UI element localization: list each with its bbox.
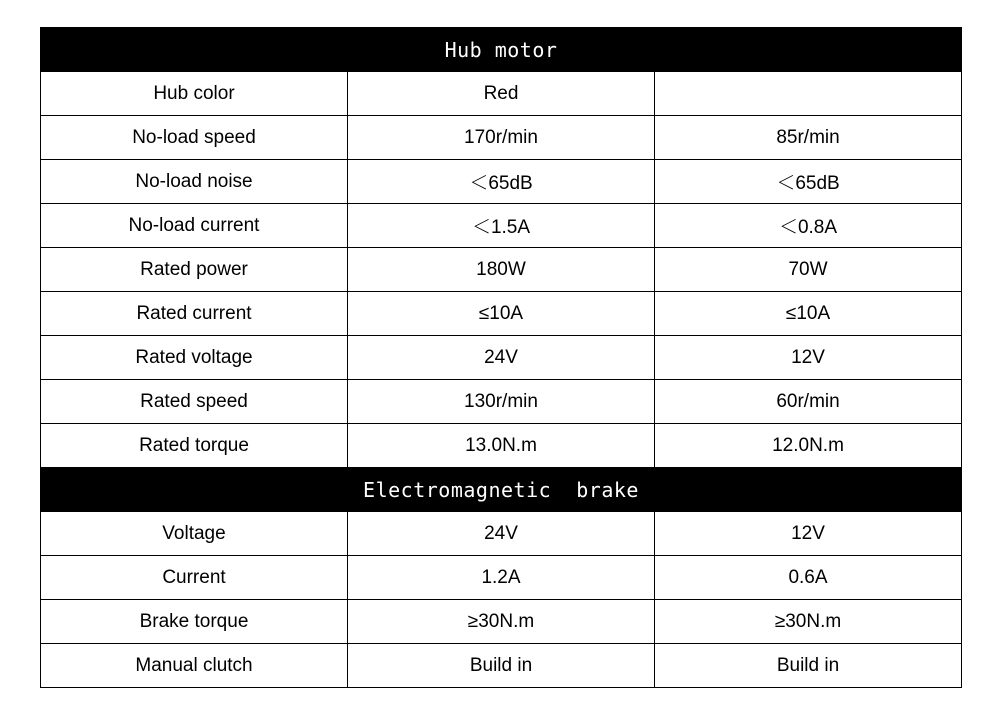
row-value-2: [655, 72, 962, 116]
row-label: Rated torque: [41, 424, 348, 468]
row-label: Rated speed: [41, 380, 348, 424]
table-row: [41, 160, 962, 204]
row-value-1: 170r/min: [348, 116, 655, 160]
row-value-2: ≥30N.m: [655, 600, 962, 644]
row-value-1: Build in: [348, 644, 655, 688]
table-row: [41, 424, 962, 468]
section-header-electromagnetic-brake: [41, 468, 962, 512]
row-value-1: Red: [348, 72, 655, 116]
row-value-2: 12.0N.m: [655, 424, 962, 468]
table-row: [41, 380, 962, 424]
section-title: Electromagnetic brake: [41, 468, 962, 512]
row-value-2: 60r/min: [655, 380, 962, 424]
row-value-1: ≤10A: [348, 292, 655, 336]
row-value-1: 130r/min: [348, 380, 655, 424]
table-row: [41, 556, 962, 600]
row-value-2: 70W: [655, 248, 962, 292]
row-value-1: 13.0N.m: [348, 424, 655, 468]
table-row: [41, 116, 962, 160]
table-row: [41, 204, 962, 248]
row-value-2: 12V: [655, 336, 962, 380]
row-value-1: ≥30N.m: [348, 600, 655, 644]
row-value-2: ＜0.8A: [655, 204, 962, 248]
spec-table-body: [41, 28, 962, 688]
table-row: [41, 600, 962, 644]
row-label: No-load speed: [41, 116, 348, 160]
row-value-2: ＜65dB: [655, 160, 962, 204]
table-row: [41, 644, 962, 688]
table-row: [41, 512, 962, 556]
table-row: [41, 292, 962, 336]
row-value-2: ≤10A: [655, 292, 962, 336]
section-title: Hub motor: [41, 28, 962, 72]
row-label: Rated voltage: [41, 336, 348, 380]
row-value-2: 12V: [655, 512, 962, 556]
row-label: No-load current: [41, 204, 348, 248]
row-value-1: 1.2A: [348, 556, 655, 600]
row-label: Rated current: [41, 292, 348, 336]
spec-table: [40, 27, 962, 688]
row-label: Rated power: [41, 248, 348, 292]
row-value-2: 85r/min: [655, 116, 962, 160]
row-value-1: ＜65dB: [348, 160, 655, 204]
row-label: Voltage: [41, 512, 348, 556]
row-value-1: 24V: [348, 336, 655, 380]
row-value-2: 0.6A: [655, 556, 962, 600]
table-row: [41, 336, 962, 380]
row-label: Current: [41, 556, 348, 600]
table-row: [41, 72, 962, 116]
section-header-hub-motor: [41, 28, 962, 72]
row-label: Brake torque: [41, 600, 348, 644]
table-row: [41, 248, 962, 292]
row-label: Hub color: [41, 72, 348, 116]
row-value-1: 180W: [348, 248, 655, 292]
row-value-1: 24V: [348, 512, 655, 556]
row-label: No-load noise: [41, 160, 348, 204]
row-value-2: Build in: [655, 644, 962, 688]
row-value-1: ＜1.5A: [348, 204, 655, 248]
row-label: Manual clutch: [41, 644, 348, 688]
